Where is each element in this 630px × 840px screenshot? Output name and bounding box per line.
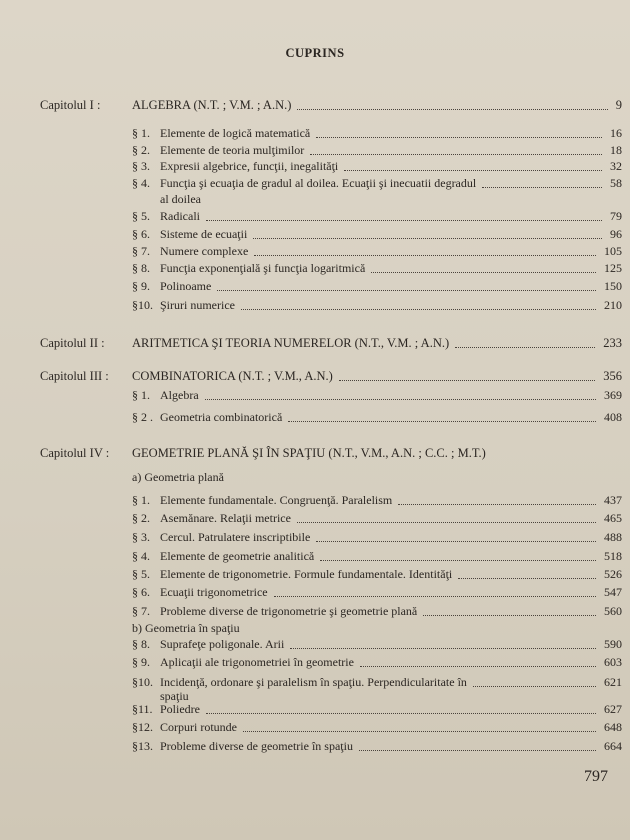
- dot-leader: [482, 187, 602, 188]
- dot-leader: [473, 686, 596, 687]
- section-row: [0, 298, 630, 318]
- section-label: § 2 .: [132, 410, 153, 424]
- section-title: Funcţia şi ecuaţia de gradul al doilea. Ecuaţii şi inecuatii degradul: [160, 176, 477, 190]
- section-row: [0, 720, 630, 740]
- section-label: § 1.: [132, 388, 150, 402]
- section-title: Probleme diverse de geometrie în spaţiu: [160, 739, 353, 753]
- section-label: § 1.: [132, 493, 150, 507]
- dot-leader: [359, 750, 596, 751]
- dot-leader: [455, 347, 595, 348]
- chapter-label: Capitolul II :: [40, 336, 105, 350]
- section-label: §13.: [132, 739, 153, 753]
- section-title: Elemente fundamentale. Congruenţă. Paralelism: [160, 493, 393, 507]
- page-ref: 437: [604, 493, 622, 507]
- page-ref: 150: [604, 279, 622, 293]
- section-label: § 8.: [132, 637, 150, 651]
- section-label: § 7.: [132, 604, 150, 618]
- dot-leader: [274, 596, 596, 597]
- section-title: Elemente de trigonometrie. Formule fundamentale. Identităţi: [160, 567, 453, 581]
- section-row: [0, 637, 630, 657]
- section-title: Asemănare. Relaţii metrice: [160, 511, 291, 525]
- page-number: 797: [584, 768, 608, 785]
- section-label: § 6.: [132, 227, 150, 241]
- page-ref: 518: [604, 549, 622, 563]
- section-title: Probleme diverse de trigonometrie şi geometrie plană: [160, 604, 418, 618]
- section-title: Suprafeţe poligonale. Arii: [160, 637, 285, 651]
- section-row: [0, 493, 630, 513]
- section-title: Poliedre: [160, 702, 200, 716]
- page-ref: 408: [604, 410, 622, 424]
- section-row: [0, 702, 630, 722]
- section-title: Radicali: [160, 209, 200, 223]
- section-title-continued: spaţiu: [160, 689, 189, 703]
- dot-leader: [253, 238, 602, 239]
- page-ref: 233: [603, 336, 622, 350]
- section-label: § 5.: [132, 209, 150, 223]
- section-row: [0, 549, 630, 569]
- dot-leader: [398, 504, 596, 505]
- dot-leader: [206, 220, 602, 221]
- page-ref: 32: [610, 159, 622, 173]
- chapter-label: Capitolul I :: [40, 98, 101, 112]
- page-ref: 96: [610, 227, 622, 241]
- chapter-title: GEOMETRIE PLANĂ ŞI ÎN SPAŢIU (N.T., V.M., A.N. ; C.C. ; M.T.): [132, 446, 486, 460]
- page-ref: 18: [610, 143, 622, 157]
- section-label: § 3.: [132, 530, 150, 544]
- page-ref: 603: [604, 655, 622, 669]
- section-label: §12.: [132, 720, 153, 734]
- page-ref: 16: [610, 126, 622, 140]
- section-row: [0, 585, 630, 605]
- section-label: §10.: [132, 298, 153, 312]
- dot-leader: [288, 421, 596, 422]
- section-label: § 4.: [132, 549, 150, 563]
- page-ref: 105: [604, 244, 622, 258]
- section-title: Polinoame: [160, 279, 212, 293]
- dot-leader: [243, 731, 596, 732]
- dot-leader: [290, 648, 596, 649]
- section-row: [0, 279, 630, 299]
- dot-leader: [339, 380, 595, 381]
- chapter-title: ARITMETICA ŞI TEORIA NUMERELOR (N.T., V.M. ; A.N.): [132, 336, 450, 350]
- section-title: Corpuri rotunde: [160, 720, 237, 734]
- section-title-continued: al doilea: [160, 192, 201, 206]
- page-ref: 125: [604, 261, 622, 275]
- section-label: §10.: [132, 675, 153, 689]
- section-label: § 2.: [132, 511, 150, 525]
- section-title: Elemente de logică matematică: [160, 126, 311, 140]
- section-row: [0, 511, 630, 531]
- page-ref: 79: [610, 209, 622, 223]
- section-title: Incidenţă, ordonare şi paralelism în spaţiu. Perpendicularitate în: [160, 675, 467, 689]
- section-title: Elemente de teoria mulţimilor: [160, 143, 305, 157]
- section-title: Sisteme de ecuaţii: [160, 227, 248, 241]
- dot-leader: [316, 541, 596, 542]
- page-ref: 526: [604, 567, 622, 581]
- section-label: § 7.: [132, 244, 150, 258]
- section-title: Funcţia exponenţială şi funcţia logaritmică: [160, 261, 366, 275]
- section-label: § 9.: [132, 655, 150, 669]
- dot-leader: [458, 578, 596, 579]
- section-row: [0, 261, 630, 281]
- page-ref: 547: [604, 585, 622, 599]
- page-ref: 356: [603, 369, 622, 383]
- page-ref: 210: [604, 298, 622, 312]
- chapter-row: [0, 446, 630, 466]
- section-title: Cercul. Patrulatere inscriptibile: [160, 530, 311, 544]
- section-label: § 1.: [132, 126, 150, 140]
- section-row: [0, 388, 630, 408]
- section-title: Numere complexe: [160, 244, 249, 258]
- section-label: § 3.: [132, 159, 150, 173]
- section-label: § 2.: [132, 143, 150, 157]
- dot-leader: [316, 137, 602, 138]
- dot-leader: [297, 109, 607, 110]
- chapter-label: Capitolul III :: [40, 369, 109, 383]
- page-ref: 58: [610, 176, 622, 190]
- subheading-title: b) Geometria în spaţiu: [132, 621, 240, 635]
- page-ref: 590: [604, 637, 622, 651]
- page-ref: 648: [604, 720, 622, 734]
- page-title: CUPRINS: [285, 46, 345, 60]
- page-ref: 488: [604, 530, 622, 544]
- dot-leader: [205, 399, 596, 400]
- section-title: Geometria combinatorică: [160, 410, 283, 424]
- dot-leader: [297, 522, 596, 523]
- chapter-title: ALGEBRA (N.T. ; V.M. ; A.N.): [132, 98, 292, 112]
- section-row: [0, 567, 630, 587]
- section-title: Elemente de geometrie analitică: [160, 549, 315, 563]
- dot-leader: [371, 272, 596, 273]
- section-title: Expresii algebrice, funcţii, inegalităţi: [160, 159, 339, 173]
- section-row: [0, 655, 630, 675]
- chapter-row: [0, 98, 630, 118]
- section-title: Aplicaţii ale trigonometriei în geometrie: [160, 655, 354, 669]
- dot-leader: [217, 290, 596, 291]
- page-ref: 465: [604, 511, 622, 525]
- dot-leader: [206, 713, 596, 714]
- page-ref: 560: [604, 604, 622, 618]
- subheading-title: a) Geometria plană: [132, 470, 224, 484]
- chapter-title: COMBINATORICA (N.T. ; V.M., A.N.): [132, 369, 333, 383]
- subheading-row: [0, 470, 630, 490]
- section-row: [0, 739, 630, 759]
- dot-leader: [241, 309, 596, 310]
- section-title: Algebra: [160, 388, 199, 402]
- dot-leader: [310, 154, 602, 155]
- section-label: §11.: [132, 702, 153, 716]
- dot-leader: [360, 666, 596, 667]
- dot-leader: [254, 255, 596, 256]
- dot-leader: [320, 560, 596, 561]
- section-label: § 5.: [132, 567, 150, 581]
- chapter-label: Capitolul IV :: [40, 446, 110, 460]
- page-ref: 664: [604, 739, 622, 753]
- section-row: [0, 530, 630, 550]
- section-row: [0, 410, 630, 430]
- section-label: § 8.: [132, 261, 150, 275]
- section-label: § 4.: [132, 176, 150, 190]
- page-ref: 369: [604, 388, 622, 402]
- section-label: § 9.: [132, 279, 150, 293]
- section-title: Ecuaţii trigonometrice: [160, 585, 268, 599]
- page-ref: 627: [604, 702, 622, 716]
- dot-leader: [344, 170, 602, 171]
- page-ref: 621: [604, 675, 622, 689]
- section-title: Şiruri numerice: [160, 298, 235, 312]
- section-label: § 6.: [132, 585, 150, 599]
- section-row: [0, 209, 630, 229]
- chapter-row: [0, 336, 630, 356]
- page-ref: 9: [615, 98, 622, 112]
- chapter-row: [0, 369, 630, 389]
- dot-leader: [423, 615, 596, 616]
